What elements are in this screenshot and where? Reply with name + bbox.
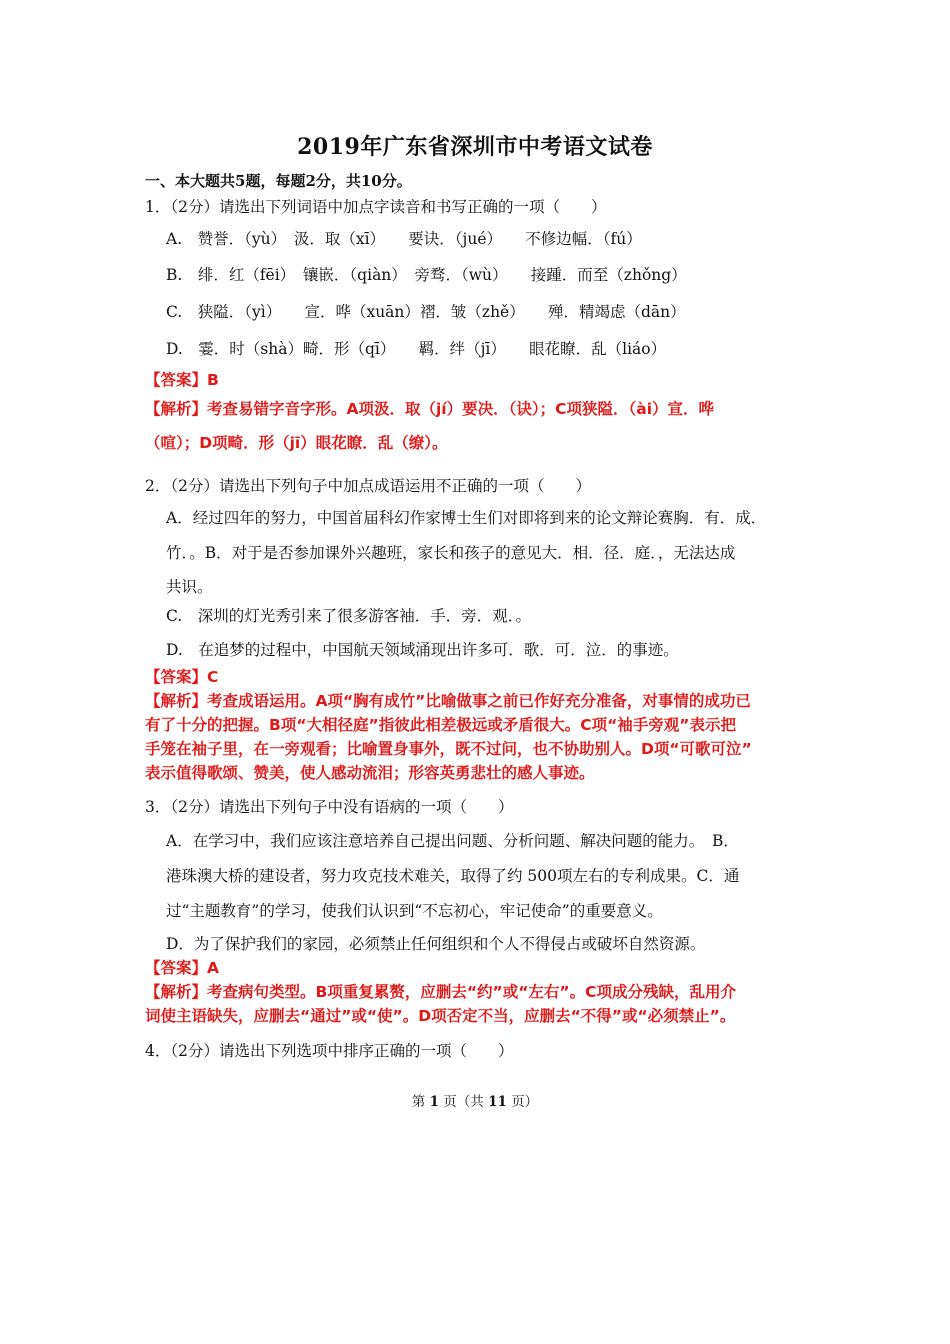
q3-line-4: D．为了保护我们的家园，必须禁止任何组织和个人不得侵占或破坏自然资源。 — [166, 935, 706, 953]
q2-explanation-line-4: 表示值得歌颂、赞美，使人感动流泪；形容英勇悲壮的感人事迹。 — [145, 764, 595, 782]
q1-option-c: C. 狭隘．（yì） 宣．哗（xuān）褶．皱（zhě） 殚．精竭虑（dān） — [166, 303, 686, 321]
q2-line-1: A．经过四年的努力，中国首届科幻作家博士生们对即将到来的论文辩论赛胸．有．成． — [166, 509, 767, 527]
q1-answer: 【答案】B — [145, 371, 219, 389]
q3-line-2: 港珠澳大桥的建设者，努力攻克技术难关，取得了约 500项左右的专利成果。C．通 — [166, 867, 740, 885]
footer-prefix: 第 — [411, 1094, 426, 1110]
footer-suffix: 页） — [511, 1094, 539, 1110]
section-header: 一、本大题共5题，每题2分，共10分。 — [145, 172, 412, 190]
q3-explanation-line-1: 【解析】考查病句类型。B项重复累赘，应删去“约”或“左右”。C项成分残缺，乱用介 — [145, 983, 736, 1001]
footer-page-number: 1 — [429, 1094, 439, 1110]
q1-explanation-line-1: 【解析】考查易错字音字形。A项汲．取（jí）要决．（诀）；C项狭隘．（ài）宣．哗 — [145, 400, 715, 418]
q2-line-3: 共识。 — [166, 578, 213, 596]
q3-explanation-line-2: 词使主语缺失，应删去“通过”或“使”。D项否定不当，应删去“不得”或“必须禁止”。 — [145, 1007, 736, 1025]
q4-stem: 4．（2分）请选出下列选项中排序正确的一项（ ） — [145, 1042, 514, 1060]
q1-option-b: B. 绯．红（fēi） 镶嵌．（qiàn） 旁骛．（wù） 接踵．而至（zhǒng） — [166, 266, 687, 284]
q3-stem: 3．（2分）请选出下列句子中没有语病的一项（ ） — [145, 798, 514, 816]
q2-option-c: C. 深圳的灯光秀引来了很多游客袖．手．旁．观．。 — [166, 607, 531, 625]
q3-answer: 【答案】A — [145, 959, 219, 977]
doc-title: 2019年广东省深圳市中考语文试卷 — [297, 134, 653, 160]
q3-line-3: 过“主题教育”的学习，使我们认识到“不忘初心，牢记使命”的重要意义。 — [166, 902, 663, 920]
q2-explanation-line-2: 有了十分的把握。B项“大相径庭”指彼此相差极远或矛盾很大。C项“袖手旁观”表示把 — [145, 716, 736, 734]
footer-total-pages: 11 — [488, 1094, 507, 1110]
q2-explanation-line-3: 手笼在袖子里，在一旁观看；比喻置身事外，既不过问，也不协助别人。D项“可歌可泣” — [145, 740, 752, 758]
q1-explanation-line-2: （喧）；D项畸．形（jī）眼花瞭．乱（缭）。 — [145, 434, 448, 452]
q2-stem: 2．（2分）请选出下列句子中加点成语运用不正确的一项（ ） — [145, 477, 591, 495]
q1-option-d: D. 霎．时（shà）畸．形（qī） 羁．绊（jī） 眼花瞭．乱（liáo） — [166, 340, 667, 358]
q2-option-d: D. 在追梦的过程中，中国航天领域涌现出许多可．歌．可．泣．的事迹。 — [166, 641, 679, 659]
footer-middle: 页（共 — [443, 1094, 484, 1110]
q1-option-a: A. 赞誉．（yù） 汲．取（xī） 要诀．（jué） 不修边幅．（fú） — [166, 230, 642, 248]
q2-explanation-line-1: 【解析】考查成语运用。A项“胸有成竹”比喻做事之前已作好充分准备，对事情的成功已 — [145, 692, 751, 710]
q2-answer: 【答案】C — [145, 668, 219, 686]
q3-line-1: A．在学习中，我们应该注意培养自己提出问题、分析问题、解决问题的能力。 B． — [166, 832, 739, 850]
page-footer — [0, 1090, 950, 1110]
q2-line-2: 竹．。B．对于是否参加课外兴趣班，家长和孩子的意见大．相．径．庭．，无法达成 — [166, 544, 736, 562]
q1-stem: 1．（2分）请选出下列词语中加点字读音和书写正确的一项（ ） — [145, 198, 607, 216]
